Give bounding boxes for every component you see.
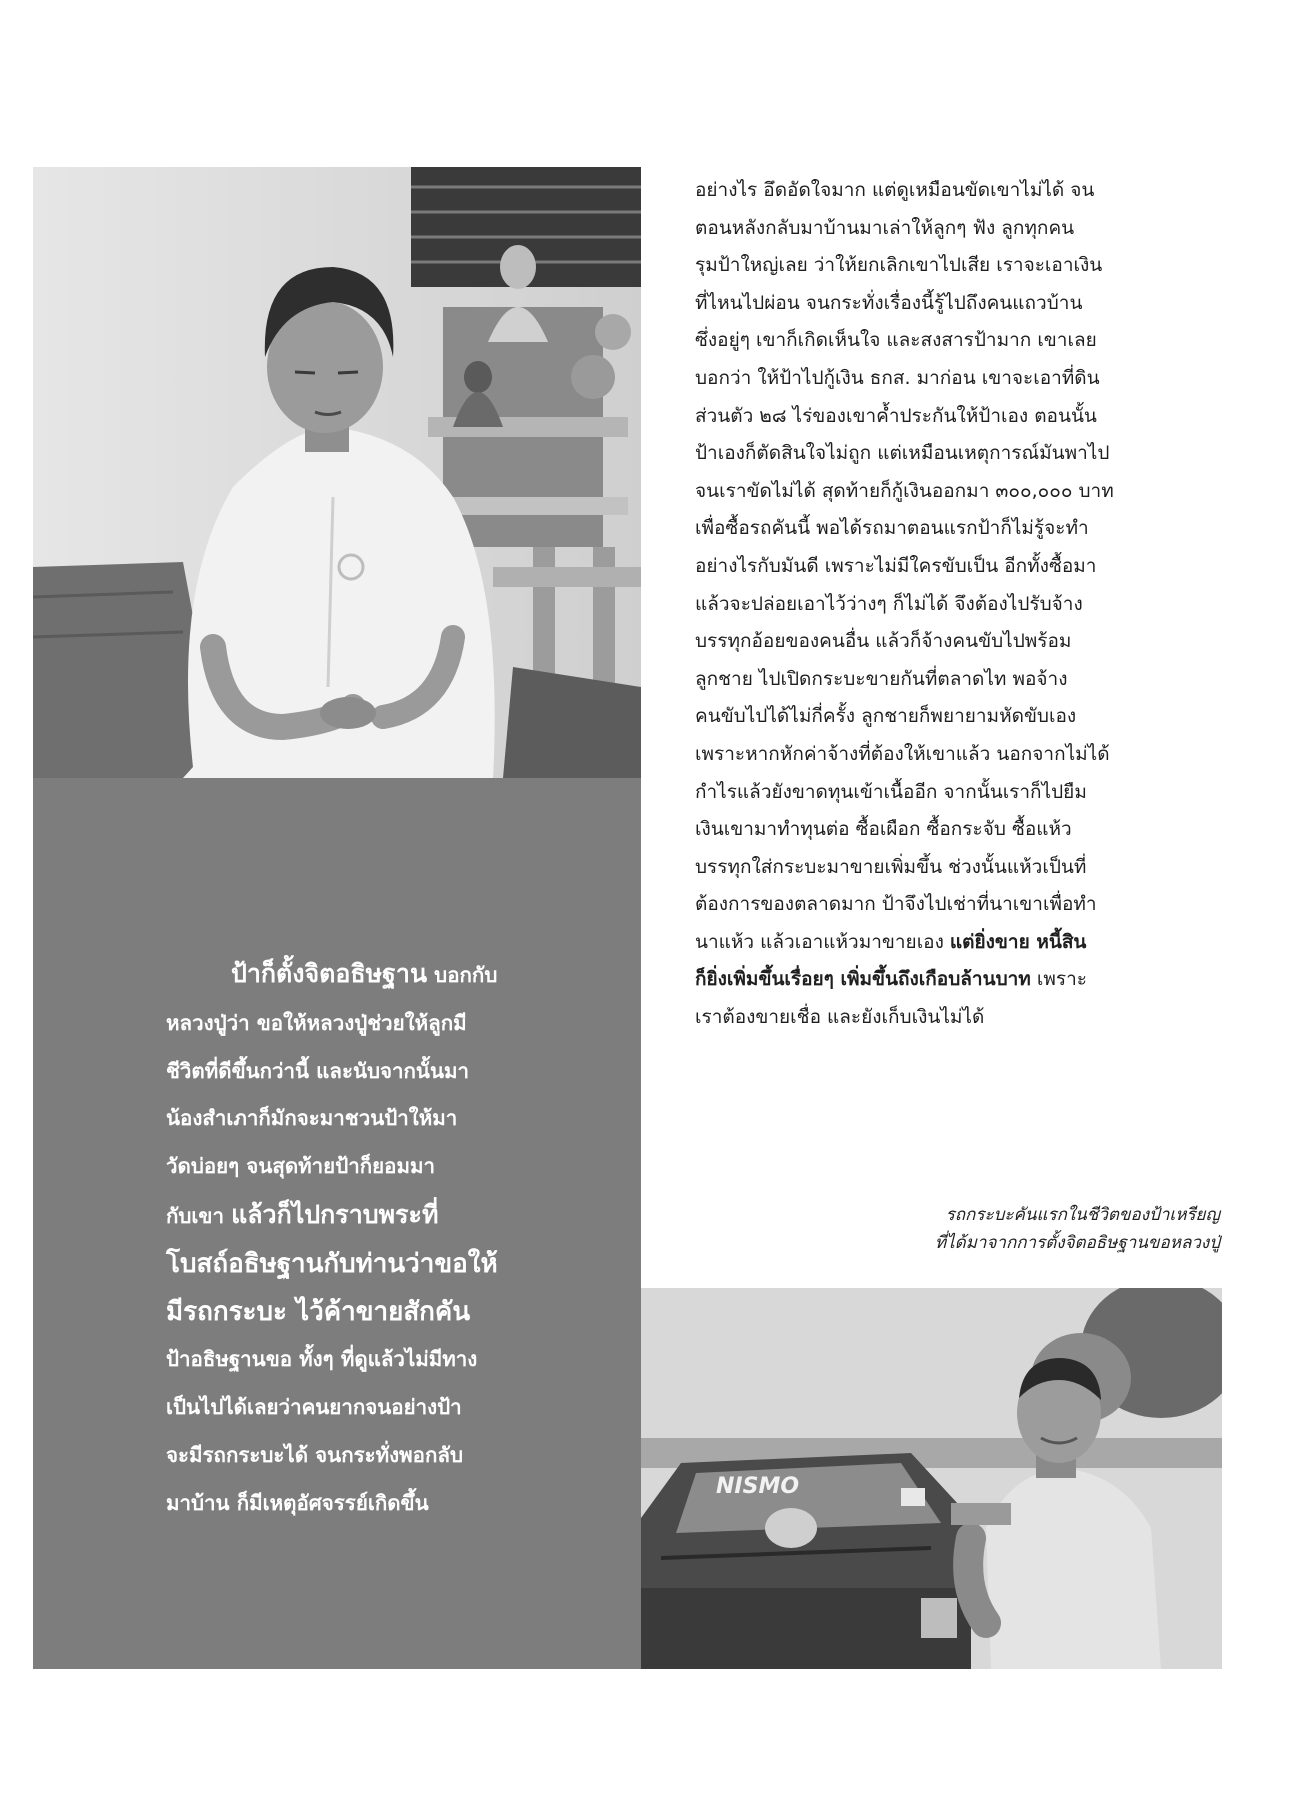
quote-line-emphasis: แล้วก็ไปกราบพระที่ (231, 1199, 439, 1229)
body-line: คนขับไปได้ไม่กี่ครั้ง ลูกชายก็พยายามหัดขับเอง (695, 705, 1077, 728)
body-line: บรรทุกใส่กระบะมาขายเพิ่มขึ้น ช่วงนั้นแห้วเป็นที่ (695, 855, 1087, 878)
quote-lead-rest: บอกกับ (427, 963, 498, 987)
pull-quote-panel (33, 778, 641, 1669)
body-line: รุมป้าใหญ่เลย ว่าให้ยกเลิกเขาไปเสีย เราจะเอาเงิน (695, 254, 1103, 277)
quote-lead-bold: ป้าก็ตั้งจิตอธิษฐาน (231, 959, 428, 988)
body-line: ซึ่งอยู่ๆ เขาก็เกิดเห็นใจ และสงสารป้ามาก เขาเลย (695, 329, 1097, 352)
body-line: แล้วจะปล่อยเอาไว้ว่างๆ ก็ไม่ได้ จึงต้องไปรับจ้าง (695, 592, 1083, 615)
body-line-plain: เพราะ (1030, 968, 1087, 991)
body-line-plain: นาแห้ว แล้วเอาแห้วมาขายเอง (695, 930, 950, 953)
photo-caption (760, 1201, 1220, 1257)
body-line: จนเราขัดไม่ได้ สุดท้ายก็กู้เงินออกมา ๓๐๐,๐๐๐ บาท (695, 479, 1114, 502)
caption-line: ที่ได้มาจากการตั้งจิตอธิษฐานขอหลวงปู่ (934, 1233, 1220, 1253)
quote-line-emphasis: โบสถ์อธิษฐานกับท่านว่าขอให้ (166, 1248, 498, 1279)
quote-line: ป้าอธิษฐานขอ ทั้งๆ ที่ดูแล้วไม่มีทาง (166, 1347, 478, 1372)
quote-line: จะมีรถกระบะได้ จนกระทั่งพอกลับ (166, 1442, 463, 1467)
body-line: บอกว่า ให้ป้าไปกู้เงิน ธกส. มาก่อน เขาจะเอาที่ดิน (695, 366, 1100, 389)
body-line: ป้าเองก็ตัดสินใจไม่ถูก แต่เหมือนเหตุการณ์มันพาไป (695, 442, 1110, 465)
windshield-decal: NISMO (716, 1474, 800, 1499)
man-with-truck-image (641, 1288, 1222, 1669)
photo-man-with-truck (641, 1288, 1222, 1669)
body-line: บรรทุกอ้อยของคนอื่น แล้วก็จ้างคนขับไปพร้อม (695, 630, 1072, 653)
body-line-bold: ก็ยิ่งเพิ่มขึ้นเรื่อยๆ เพิ่มขึ้นถึงเกือบล้านบาท (695, 968, 1031, 991)
body-line: ที่ไหนไปผ่อน จนกระทั่งเรื่องนี้รู้ไปถึงคนแถวบ้าน (695, 291, 1083, 314)
body-line: ต้องการของตลาดมาก ป้าจึงไปเช่าที่นาเขาเพื่อทำ (695, 893, 1097, 916)
body-line: เพราะหากหักค่าจ้างที่ต้องให้เขาแล้ว นอกจากไม่ได้ (695, 742, 1110, 765)
body-line: อย่างไร อึดอัดใจมาก แต่ดูเหมือนขัดเขาไม่ได้ จน (695, 179, 1095, 201)
woman-meditating-image (33, 167, 641, 778)
quote-line: น้องสำเภาก็มักจะมาชวนป้าให้มา (166, 1106, 458, 1131)
body-line: กำไรแล้วยังขาดทุนเข้าเนื้ออีก จากนั้นเราก็ไปยืม (695, 780, 1087, 803)
quote-line: หลวงปู่ว่า ขอให้หลวงปู่ช่วยให้ลูกมี (166, 1010, 467, 1035)
quote-line: ชีวิตที่ดีขึ้นกว่านี้ และนับจากนั้นมา (166, 1058, 469, 1083)
body-line: ส่วนตัว ๒๘ ไร่ของเขาค้ำประกันให้ป้าเอง ตอนนั้น (695, 404, 1097, 427)
body-line: ตอนหลังกลับมาบ้านมาเล่าให้ลูกๆ ฟัง ลูกทุกคน (695, 216, 1075, 239)
caption-line: รถกระบะคันแรกในชีวิตของป้าเหรียญ (945, 1205, 1220, 1225)
body-line-bold: แต่ยิ่งขาย หนี้สิน (949, 930, 1087, 953)
body-line: เราต้องขายเชื่อ และยังเก็บเงินไม่ได้ (695, 1006, 985, 1029)
body-line: เงินเขามาทำทุนต่อ ซื้อเผือก ซื้อกระจับ ซื้อแห้ว (695, 818, 1072, 841)
quote-line-plain: กับเขา (166, 1203, 232, 1228)
article-body (695, 172, 1170, 1037)
quote-line-emphasis: มีรถกระบะ ไว้ค้าขายสักคัน (166, 1296, 471, 1327)
quote-line: เป็นไปได้เลยว่าคนยากจนอย่างป้า (166, 1395, 462, 1420)
body-line: อย่างไรกับมันดี เพราะไม่มีใครขับเป็น อีกทั้งซื้อมา (695, 554, 1097, 577)
quote-line: วัดบ่อยๆ จนสุดท้ายป้าก็ยอมมา (166, 1154, 435, 1179)
body-line: ลูกชาย ไปเปิดกระบะขายกันที่ตลาดไท พอจ้าง (695, 667, 1068, 690)
photo-woman-meditating (33, 167, 641, 778)
quote-line: มาบ้าน ก็มีเหตุอัศจรรย์เกิดขึ้น (166, 1490, 429, 1515)
body-line: เพื่อซื้อรถคันนี้ พอได้รถมาตอนแรกป้าก็ไม่รู้จะทำ (695, 517, 1089, 540)
pull-quote (166, 950, 621, 1528)
